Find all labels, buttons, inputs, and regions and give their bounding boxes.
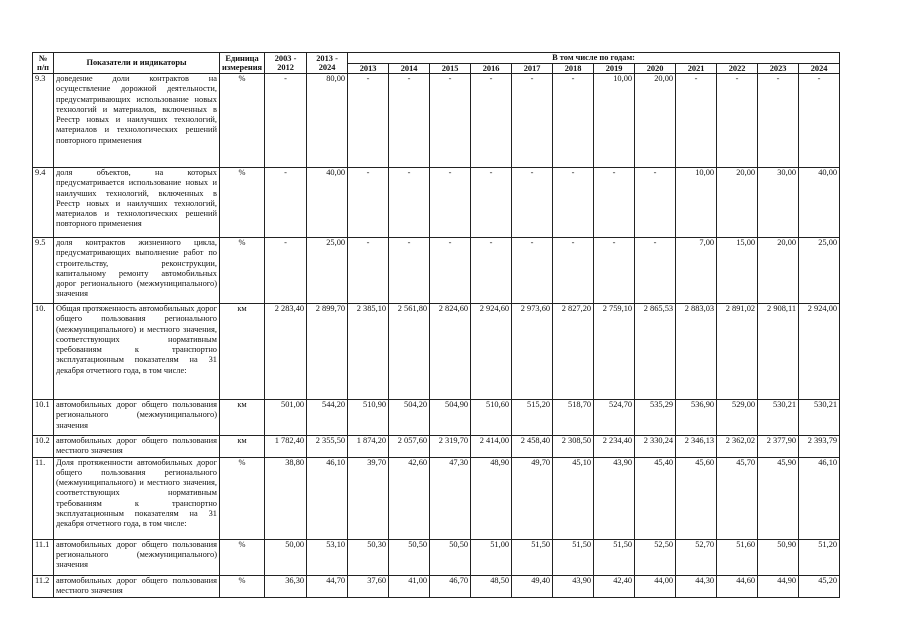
year-value: - [635, 238, 676, 304]
year-value: 515,20 [512, 400, 553, 436]
row-number: 9.5 [33, 238, 54, 304]
year-value: 504,20 [389, 400, 430, 436]
period-2013-2024-value: 80,00 [307, 74, 348, 168]
year-value: 43,90 [594, 457, 635, 539]
year-value: 50,30 [348, 539, 389, 575]
period-2003-2012-value: - [265, 74, 307, 168]
unit-cell: % [220, 238, 265, 304]
year-value: - [512, 238, 553, 304]
table-row [33, 539, 840, 575]
year-value: 45,10 [553, 457, 594, 539]
year-value: - [471, 238, 512, 304]
indicator-text: доля контрактов жизненного цикла, предусматривающих выполнение работ по строительству, реконструкции, капитальному ремонту автомобильных дорог регионального (межмуниципального) значения [54, 238, 220, 304]
year-value: 47,30 [430, 457, 471, 539]
year-value: - [471, 74, 512, 168]
unit-cell: % [220, 74, 265, 168]
year-value: 51,00 [471, 539, 512, 575]
year-value: 51,50 [553, 539, 594, 575]
year-value: 42,40 [594, 575, 635, 597]
year-value: 504,90 [430, 400, 471, 436]
year-value: 2 458,40 [512, 436, 553, 458]
table-row [33, 436, 840, 458]
header-unit: Единица измерения [220, 53, 265, 74]
year-value: 51,50 [594, 539, 635, 575]
period-2013-2024-value: 2 899,70 [307, 304, 348, 400]
row-number: 11.1 [33, 539, 54, 575]
indicator-text: Общая протяженность автомобильных дорог общего пользования регионального (межмуниципального) и местного значения, соответствующих нормативным требованиям к транспортно эксплуатационным показателям на 31 декабря отчетного года, в том числе: [54, 304, 220, 400]
row-number: 10. [33, 304, 54, 400]
year-value: - [594, 238, 635, 304]
year-value: 44,60 [717, 575, 758, 597]
year-value: - [676, 74, 717, 168]
year-value: 50,90 [758, 539, 799, 575]
year-value: 2 319,70 [430, 436, 471, 458]
period-2013-2024-value: 544,20 [307, 400, 348, 436]
year-value: 43,90 [553, 575, 594, 597]
year-value: 2 414,00 [471, 436, 512, 458]
indicator-text: доведение доли контрактов на осуществление дорожной деятельности, предусматривающих использование новых технологий и материалов, включенных в Реестр новых и наилучших технологий, материалов и технологических решений повторного применения [54, 74, 220, 168]
year-value: 44,90 [758, 575, 799, 597]
year-value: 2 865,53 [635, 304, 676, 400]
year-value: 2 827,20 [553, 304, 594, 400]
row-number: 9.4 [33, 168, 54, 238]
period-2003-2012-value: 36,30 [265, 575, 307, 597]
year-value: 2 891,02 [717, 304, 758, 400]
header-year: 2022 [717, 63, 758, 74]
year-value: - [553, 168, 594, 238]
year-value: 2 330,24 [635, 436, 676, 458]
year-value: 45,20 [799, 575, 840, 597]
header-year: 2016 [471, 63, 512, 74]
year-value: - [389, 168, 430, 238]
period-2003-2012-value: 38,80 [265, 457, 307, 539]
indicator-text: автомобильных дорог общего пользования регионального (межмуниципального) значения [54, 539, 220, 575]
year-value: 46,10 [799, 457, 840, 539]
indicator-text: автомобильных дорог общего пользования местного значения [54, 436, 220, 458]
year-value: - [553, 74, 594, 168]
period-2003-2012-value: 501,00 [265, 400, 307, 436]
year-value: 41,00 [389, 575, 430, 597]
year-value: 2 234,40 [594, 436, 635, 458]
year-value: 42,60 [389, 457, 430, 539]
year-value: - [430, 74, 471, 168]
year-value: 45,90 [758, 457, 799, 539]
year-value: 45,60 [676, 457, 717, 539]
year-value: 20,00 [717, 168, 758, 238]
year-value: 2 824,60 [430, 304, 471, 400]
year-value: 510,60 [471, 400, 512, 436]
header-indicator: Показатели и индикаторы [54, 53, 220, 74]
row-number: 11.2 [33, 575, 54, 597]
year-value: 530,21 [758, 400, 799, 436]
year-value: 529,00 [717, 400, 758, 436]
year-value: 39,70 [348, 457, 389, 539]
year-value: 20,00 [758, 238, 799, 304]
period-2003-2012-value: 50,00 [265, 539, 307, 575]
year-value: 535,29 [635, 400, 676, 436]
year-value: - [758, 74, 799, 168]
header-period-2013-2024: 2013 - 2024 [307, 53, 348, 74]
row-number: 11. [33, 457, 54, 539]
indicator-text: доля объектов, на которых предусматривается использование новых и наилучших технологий, включенных в Реестр новых и наилучших технологий, материалов и технологических решений повторного применения [54, 168, 220, 238]
header-year: 2013 [348, 63, 389, 74]
table-row [33, 238, 840, 304]
year-value: 2 883,03 [676, 304, 717, 400]
year-value: 49,70 [512, 457, 553, 539]
header-year: 2024 [799, 63, 840, 74]
year-value: 2 759,10 [594, 304, 635, 400]
unit-cell: % [220, 575, 265, 597]
year-value: 45,40 [635, 457, 676, 539]
indicator-text: Доля протяженности автомобильных дорог общего пользования регионального (межмуниципального) и местного значения, соответствующих нормативным требованиям к транспортно эксплуатационным показателям на 31 декабря отчетного года, в том числе: [54, 457, 220, 539]
period-2003-2012-value: - [265, 238, 307, 304]
year-value: 518,70 [553, 400, 594, 436]
year-value: - [430, 168, 471, 238]
period-2003-2012-value: 2 283,40 [265, 304, 307, 400]
row-number: 10.2 [33, 436, 54, 458]
year-value: 50,50 [389, 539, 430, 575]
row-number: 10.1 [33, 400, 54, 436]
header-year: 2018 [553, 63, 594, 74]
table-row [33, 575, 840, 597]
year-value: 44,00 [635, 575, 676, 597]
year-value: 2 908,11 [758, 304, 799, 400]
year-value: 2 924,60 [471, 304, 512, 400]
row-number: 9.3 [33, 74, 54, 168]
year-value: - [348, 168, 389, 238]
year-value: 2 308,50 [553, 436, 594, 458]
unit-cell: % [220, 457, 265, 539]
year-value: 48,90 [471, 457, 512, 539]
header-year: 2015 [430, 63, 471, 74]
table-row [33, 168, 840, 238]
header-year: 2021 [676, 63, 717, 74]
table-row [33, 457, 840, 539]
year-value: 2 561,80 [389, 304, 430, 400]
year-value: 7,00 [676, 238, 717, 304]
year-value: 2 362,02 [717, 436, 758, 458]
header-year: 2020 [635, 63, 676, 74]
year-value: 48,50 [471, 575, 512, 597]
year-value: 30,00 [758, 168, 799, 238]
indicator-text: автомобильных дорог общего пользования регионального (межмуниципального) значения [54, 400, 220, 436]
unit-cell: км [220, 304, 265, 400]
header-year: 2019 [594, 63, 635, 74]
year-value: 40,00 [799, 168, 840, 238]
year-value: 10,00 [676, 168, 717, 238]
year-value: - [512, 74, 553, 168]
year-value: - [430, 238, 471, 304]
year-value: 51,20 [799, 539, 840, 575]
year-value: 46,70 [430, 575, 471, 597]
year-value: 530,21 [799, 400, 840, 436]
year-value: 1 874,20 [348, 436, 389, 458]
year-value: 524,70 [594, 400, 635, 436]
year-value: - [471, 168, 512, 238]
year-value: - [717, 74, 758, 168]
year-value: 44,30 [676, 575, 717, 597]
year-value: 2 385,10 [348, 304, 389, 400]
year-value: - [389, 74, 430, 168]
header-year: 2023 [758, 63, 799, 74]
year-value: - [799, 74, 840, 168]
table-row [33, 400, 840, 436]
year-value: 536,90 [676, 400, 717, 436]
indicator-text: автомобильных дорог общего пользования местного значения [54, 575, 220, 597]
period-2013-2024-value: 25,00 [307, 238, 348, 304]
header-by-years: В том числе по годам: [348, 53, 840, 64]
indicators-table [32, 52, 840, 598]
year-value: 45,70 [717, 457, 758, 539]
year-value: 2 924,00 [799, 304, 840, 400]
year-value: 2 057,60 [389, 436, 430, 458]
period-2013-2024-value: 40,00 [307, 168, 348, 238]
unit-cell: % [220, 168, 265, 238]
period-2013-2024-value: 46,10 [307, 457, 348, 539]
year-value: 510,90 [348, 400, 389, 436]
period-2013-2024-value: 44,70 [307, 575, 348, 597]
header-number: № п/п [33, 53, 54, 74]
year-value: 51,60 [717, 539, 758, 575]
period-2013-2024-value: 53,10 [307, 539, 348, 575]
year-value: - [553, 238, 594, 304]
period-2003-2012-value: - [265, 168, 307, 238]
year-value: 2 973,60 [512, 304, 553, 400]
year-value: 52,50 [635, 539, 676, 575]
unit-cell: км [220, 400, 265, 436]
year-value: - [389, 238, 430, 304]
year-value: 52,70 [676, 539, 717, 575]
year-value: 25,00 [799, 238, 840, 304]
year-value: 37,60 [348, 575, 389, 597]
unit-cell: км [220, 436, 265, 458]
year-value: 51,50 [512, 539, 553, 575]
year-value: 50,50 [430, 539, 471, 575]
year-value: 2 393,79 [799, 436, 840, 458]
year-value: - [348, 74, 389, 168]
header-period-2003-2012: 2003 - 2012 [265, 53, 307, 74]
header-year: 2017 [512, 63, 553, 74]
year-value: 20,00 [635, 74, 676, 168]
table-row [33, 304, 840, 400]
year-value: 10,00 [594, 74, 635, 168]
unit-cell: % [220, 539, 265, 575]
year-value: - [512, 168, 553, 238]
period-2013-2024-value: 2 355,50 [307, 436, 348, 458]
year-value: - [348, 238, 389, 304]
year-value: 15,00 [717, 238, 758, 304]
table-body [33, 74, 840, 598]
year-value: 2 377,90 [758, 436, 799, 458]
header-year: 2014 [389, 63, 430, 74]
year-value: - [594, 168, 635, 238]
period-2003-2012-value: 1 782,40 [265, 436, 307, 458]
year-value: 49,40 [512, 575, 553, 597]
year-value: 2 346,13 [676, 436, 717, 458]
table-row [33, 74, 840, 168]
year-value: - [635, 168, 676, 238]
